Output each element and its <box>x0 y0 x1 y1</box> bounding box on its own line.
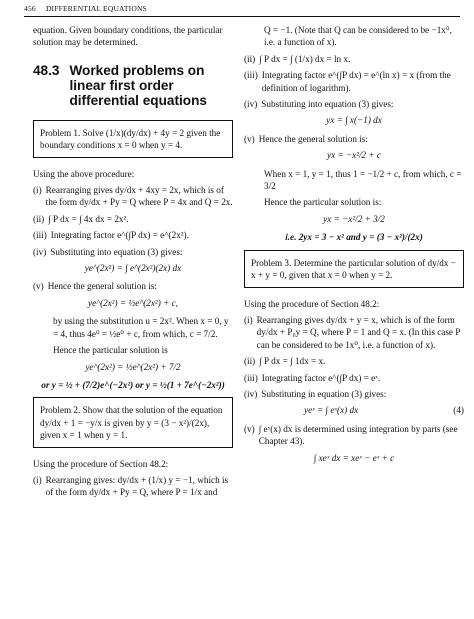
step-3 <box>244 69 464 94</box>
step-text: Substituting in equation (3) gives: <box>261 388 387 399</box>
running-header <box>24 4 147 13</box>
step-3 <box>244 372 464 384</box>
step-1 <box>33 474 233 499</box>
equation: yeˣ = ∫ eˣ(x) dx <box>304 405 359 416</box>
section-number: 48.3 <box>33 62 60 78</box>
equation: ye^(2x²) = ½e^(2x²) + c, <box>88 297 178 308</box>
problem-3-text: Problem 3. Determine the particular solution of dy/dx − x + y = 0, given that x = 0 when y = 2. <box>251 257 456 281</box>
step-4 <box>33 246 233 258</box>
step-text: ∫ P dx = ∫ 4x dx = 2x². <box>48 213 129 224</box>
step-5 <box>33 280 233 292</box>
step-5 <box>244 133 464 145</box>
step-1 <box>244 314 464 351</box>
procedure-intro: Using the procedure of Section 48.2: <box>33 458 169 469</box>
step-text: ∫ P dx = ∫ (1/x) dx = ln x. <box>259 53 351 64</box>
boundary-text: When x = 1, y = 1, thus 1 = −1/2 + c, from which, c = 3/2 <box>264 168 462 192</box>
problem-3-box <box>244 250 464 288</box>
section-title: Worked problems on linear first order differential equations <box>69 62 207 108</box>
problem-1-box <box>33 120 233 158</box>
equation: yx = ∫ x(−1) dx <box>326 115 382 126</box>
step-label: (v) <box>33 281 44 292</box>
step-2 <box>244 53 464 65</box>
step-text: Integrating factor e^(∫P dx) = e^(ln x) = x (from the definition of logarithm). <box>261 70 451 93</box>
continuation-text: Q = −1. (Note that Q can be considered to be −1x⁰, i.e. a function of x). <box>264 25 452 48</box>
equation-result: or y = ½ + (7/2)e^(−2x²) or y = ½(1 + 7e^(−2x²)) <box>41 379 225 390</box>
step-2 <box>33 213 233 225</box>
equation: yx = −x²/2 + 3/2 <box>323 213 385 224</box>
step-1 <box>33 184 233 209</box>
step-4 <box>244 98 464 110</box>
step-5 <box>244 423 464 448</box>
procedure-intro: Using the above procedure: <box>33 168 135 179</box>
substitution-text: by using the substitution u = 2x². When x = 0, y = 4, thus 4e⁰ = ½e⁰ + c, from which, c = 7/2. <box>53 316 229 339</box>
step-4 <box>244 388 464 400</box>
equation: ∫ xeˣ dx = xeˣ − eˣ + c <box>313 452 395 463</box>
step-text: Hence the general solution is: <box>258 133 368 144</box>
step-text: ∫ P dx = ∫ 1dx = x. <box>259 356 326 367</box>
step-label: (v) <box>244 133 255 144</box>
step-label: (iv) <box>244 99 258 110</box>
right-column <box>244 24 464 470</box>
step-text: Substituting into equation (3) gives: <box>261 99 394 110</box>
header-rule <box>24 16 460 17</box>
step-label: (iv) <box>33 246 47 257</box>
running-title: DIFFERENTIAL EQUATIONS <box>45 4 147 13</box>
step-label: (i) <box>33 474 42 485</box>
step-text: Rearranging gives: dy/dx + (1/x) y = −1, which is of the form dy/dx + Py = Q, where P = 1/x and <box>45 474 229 498</box>
equation: ye^(2x²) = ∫ e^(2x²)(2x) dx <box>84 263 182 274</box>
step-3 <box>33 229 233 241</box>
step-label: (i) <box>33 185 42 196</box>
step-label: (iii) <box>244 372 258 383</box>
page-number: 456 <box>24 4 36 13</box>
numbered-equation <box>244 404 464 416</box>
equation: yx = −x²/2 + c <box>327 150 381 161</box>
step-text: Rearranging gives dy/dx + 4xy = 2x, which is of the form dy/dx + Py = Q where P = 4x and Q = 2x. <box>45 185 233 208</box>
step-label: (ii) <box>244 53 256 64</box>
step-text: Hence the general solution is: <box>47 281 157 292</box>
step-label: (ii) <box>244 356 256 367</box>
problem-2-box <box>33 397 233 447</box>
step-text: ∫ eˣ(x) dx is determined using integration by parts (see Chapter 43). <box>258 423 458 447</box>
step-text: Rearranging gives dy/dx + y = x, which is of the form dy/dx + P₀y = Q, where P = 1 and Q = x. (In this case P can be considered to be 1x⁰, i.e. a function of x). <box>256 314 461 350</box>
section-heading <box>33 63 233 108</box>
equation: ye^(2x²) = ½e^(2x²) + 7/2 <box>85 361 181 372</box>
step-text: Integrating factor e^(∫P dx) = eˣ. <box>261 372 381 383</box>
particular-solution-label: Hence the particular solution is: <box>264 197 382 208</box>
step-label: (iii) <box>33 230 47 241</box>
particular-solution-label: Hence the particular solution is <box>53 345 168 356</box>
intro-paragraph: equation. Given boundary conditions, the particular solution may be determined. <box>33 25 223 48</box>
equation-result: i.e. 2yx = 3 − x² and y = (3 − x²)/(2x) <box>285 232 423 243</box>
procedure-intro: Using the procedure of Section 48.2: <box>244 298 380 309</box>
step-label: (ii) <box>33 213 45 224</box>
step-label: (iii) <box>244 70 258 81</box>
left-column <box>33 24 233 503</box>
step-label: (i) <box>244 314 253 325</box>
step-label: (iv) <box>244 388 258 399</box>
step-text: Integrating factor e^(∫P dx) = e^(2x²). <box>50 230 189 241</box>
problem-1-text: Problem 1. Solve (1/x)(dy/dx) + 4y = 2 given the boundary conditions x = 0 when y = 4. <box>40 127 221 151</box>
step-text: Substituting into equation (3) gives: <box>50 246 183 257</box>
step-2 <box>244 355 464 367</box>
equation-number: (4) <box>453 405 464 416</box>
step-label: (v) <box>244 423 255 434</box>
problem-2-text: Problem 2. Show that the solution of the equation dy/dx + 1 = −y/x is given by y = (3 − x²)/(2x), given x = 1 when y = 1. <box>40 405 223 441</box>
